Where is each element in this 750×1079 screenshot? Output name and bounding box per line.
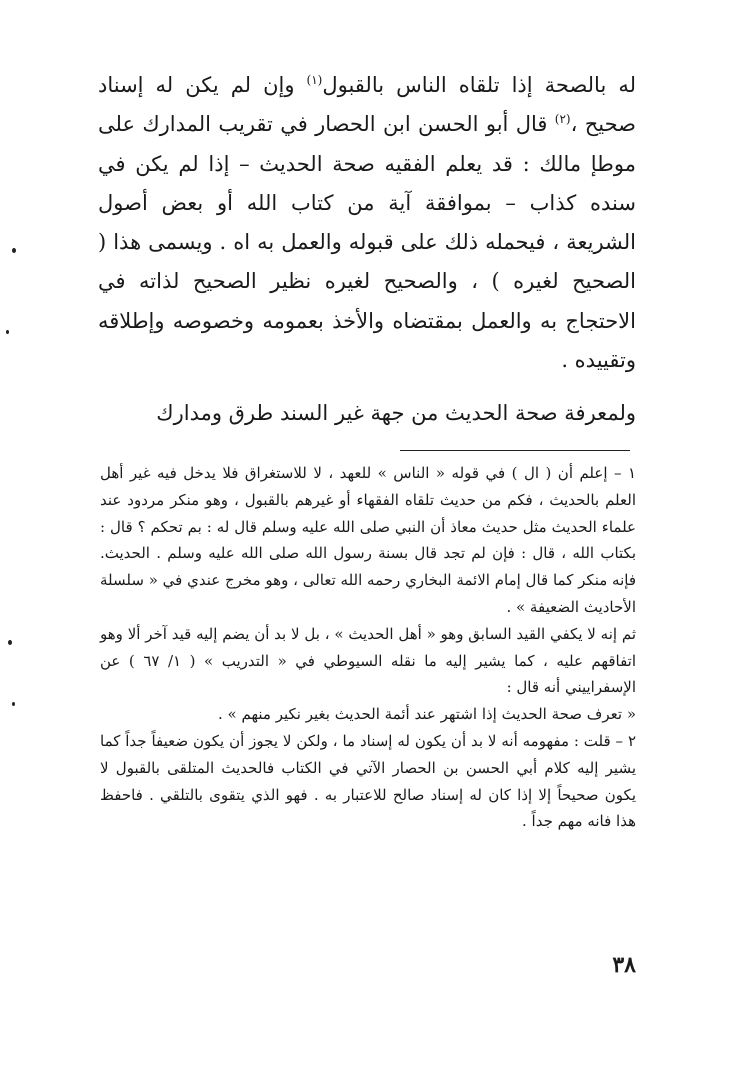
paragraph-1-part-c: قال أبو الحسن ابن الحصار في تقريب المدارك على موطإ مالك : قد يعلم الفقيه صحة الحديث – إذا لم يكن في سنده كذاب – بموافقة آية من كتاب الله أو بعض أصول الشريعة ، فيحمله ذلك على قبوله والعمل به اه . ويسمى هذا ( الصحيح لغيره ) ، والصحيح لغيره نظير الصحيح لذاته في الاحتجاج به والعمل بمقتضاه والأخذ بعمومه وخصوصه وإطلاقه وتقييده . [98, 112, 636, 373]
paragraph-1-part-b: وإن لم يكن له إسناد صحيح ، [98, 73, 636, 137]
scan-speck [12, 248, 16, 253]
paragraph-1 [98, 66, 636, 380]
scan-speck [8, 640, 12, 645]
footnote-separator [400, 450, 630, 451]
paragraph-1-part-a: له بالصحة إذا تلقاه الناس بالقبول [322, 73, 636, 97]
footnotes [100, 460, 636, 835]
footnote-ref-2: (٢) [554, 112, 571, 127]
scan-speck [12, 702, 15, 706]
scan-speck [6, 330, 9, 334]
paragraph-2: ولمعرفة صحة الحديث من جهة غير السند طرق ومدارك [156, 401, 636, 426]
page-number: ٣٨ [612, 952, 636, 978]
footnote-1-continued: ثم إنه لا يكفي القيد السابق وهو « أهل الحديث » ، بل لا بد أن يضم إليه قيد آخر ألا وهو اتفاقهم عليه ، كما يشير إليه ما نقله السيوطي في « التدريب » ( ١/ ٦٧ ) عن الإسفراييني أنه قال : [100, 624, 637, 697]
main-text [98, 66, 636, 434]
footnote-ref-1: (١) [306, 73, 323, 87]
footnote-1-quote: « تعرف صحة الحديث إذا اشتهر عند أئمة الحديث بغير نكير منهم » . [217, 705, 636, 724]
footnote-1: ١ – إعلم أن ( ال ) في قوله « الناس » للعهد ، لا للاستغراق فلا يدخل فيه غير أهل العلم بالحديث ، فكم من حديث تلقاه الفقهاء أو غيرهم بالقبول ، وهو منكر مردود عند علماء الحديث مثل حديث معاذ أن النبي صلى الله عليه وسلم قال له : بم تحكم ؟ قال : بكتاب الله ، قال : فإن لم تجد قال بسنة رسول الله صلى الله عليه وسلم . الحديث. فإنه منكر كما قال إمام الائمة البخاري رحمه الله تعالى ، وهو مخرج عندي في « سلسلة الأحاديث الضعيفة » . [100, 464, 636, 616]
footnote-2: ٢ – قلت : مفهومه أنه لا بد أن يكون له إسناد ما ، ولكن لا يجوز أن يكون ضعيفاً جداً كما يشير إليه كلام أبي الحسن بن الحصار الآتي في الكتاب فالحديث المتلقى بالقبول لا يكون صحيحاً إلا إذا كان له إسناد صالح للاعتبار به . فهو الذي يتقوى بالتلقي . فاحفظ هذا فانه مهم جداً . [100, 731, 636, 831]
